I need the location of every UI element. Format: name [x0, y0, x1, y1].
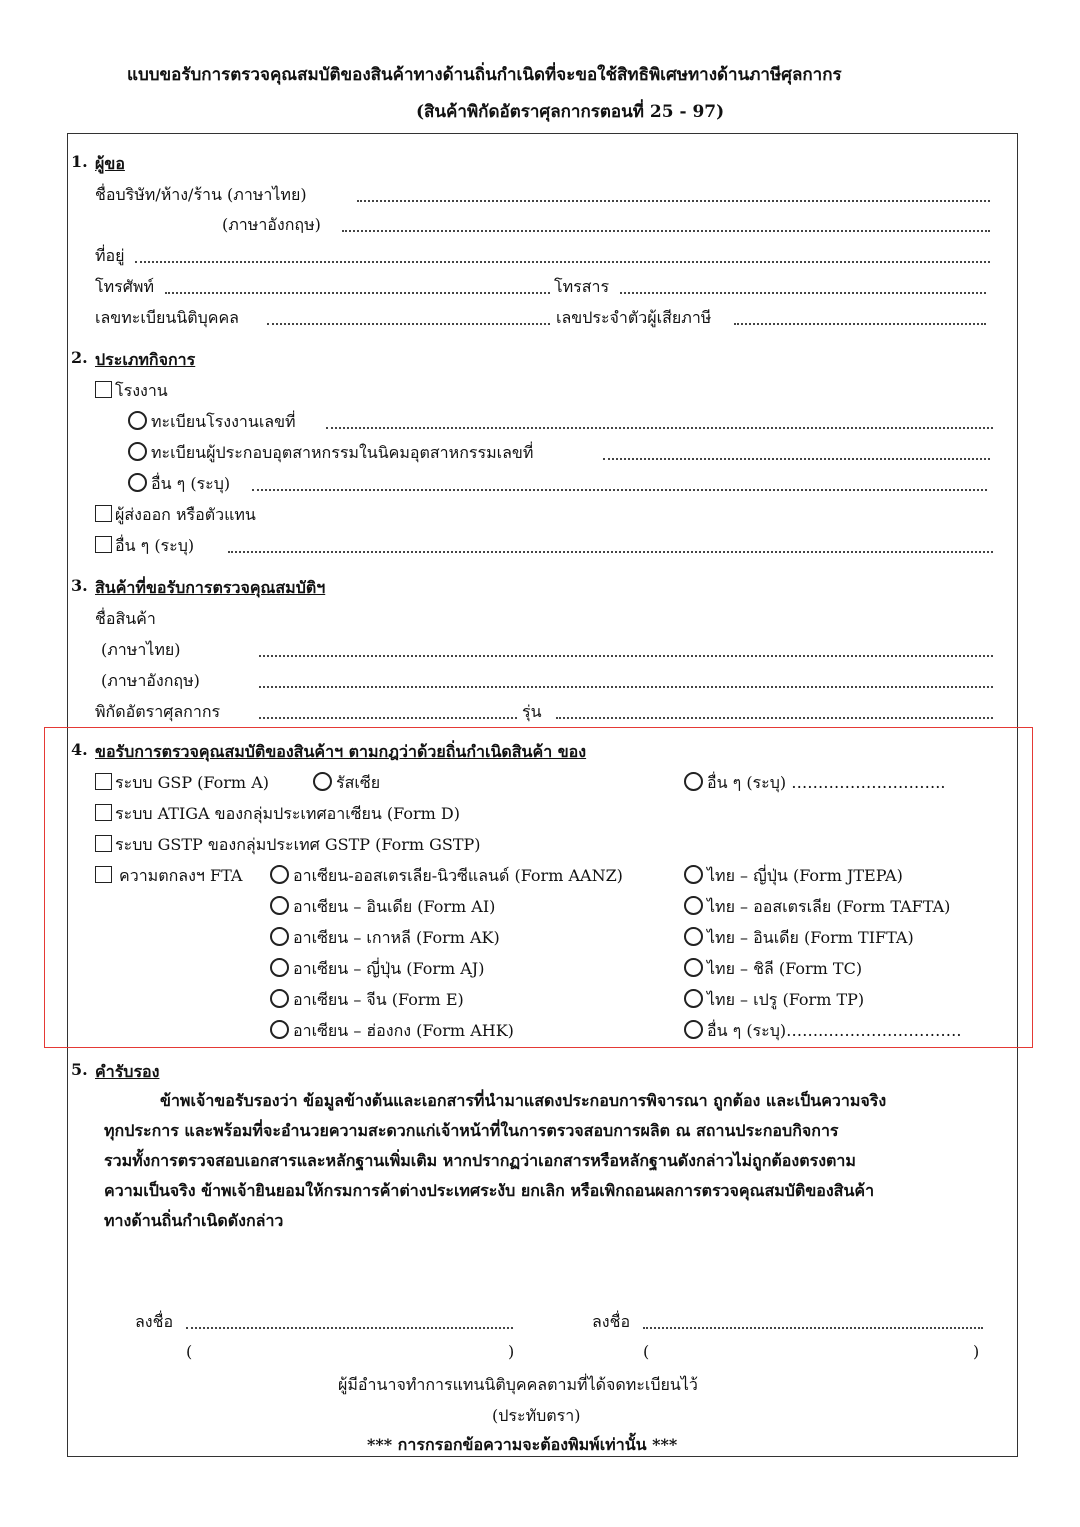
certification-line-4: ความเป็นจริง ข้าพเจ้ายินยอมให้กรมการค้าต่างประเทศระงับ ยกเลิก หรือเพิกถอนผลการตรวจคุณสมบัติของสินค้า — [104, 1181, 875, 1200]
section2-number: 2. — [71, 348, 88, 367]
section2-heading: ประเภทกิจการ — [95, 350, 196, 369]
product-th-field[interactable] — [259, 655, 993, 657]
phone-label: โทรศัพท์ — [95, 277, 154, 296]
model-field[interactable] — [556, 717, 993, 719]
fax-label: โทรสาร — [554, 277, 610, 296]
hs-code-label: พิกัดอัตราศุลกากร — [95, 702, 221, 721]
section3-number: 3. — [71, 576, 88, 595]
factory-label: โรงงาน — [115, 381, 168, 400]
form-title: แบบขอรับการตรวจคุณสมบัติของสินค้าทางด้านถิ่นกำเนิดที่จะขอใช้สิทธิพิเศษทางด้านภาษีศุลกากร — [127, 65, 842, 85]
estate-reg-field[interactable] — [603, 458, 990, 460]
fta-right-radio[interactable] — [684, 896, 703, 915]
tax-id-field[interactable] — [734, 323, 986, 325]
fta-left-radio[interactable] — [270, 958, 289, 977]
fta-right-label: ไทย – ญี่ปุ่น (Form JTEPA) — [707, 866, 903, 885]
fta-right-label: อื่น ๆ (ระบุ)……..……………………. — [707, 1021, 962, 1040]
factory-other-radio[interactable] — [128, 473, 147, 492]
fta-left-radio[interactable] — [270, 865, 289, 884]
section1-number: 1. — [71, 152, 88, 171]
fta-right-label: ไทย – ชิลี (Form TC) — [707, 959, 863, 978]
company-en-field[interactable] — [342, 230, 990, 232]
other-top-option[interactable] — [684, 771, 945, 796]
name-paren-close-left: ) — [508, 1342, 515, 1361]
name-paren-open-right: ( — [643, 1342, 650, 1361]
certification-line-2: ทุกประการ และพร้อมที่จะอำนวยความสะดวกแก่เจ้าหน้าที่ในการตรวจสอบการผลิต ณ สถานประกอบกิจการ — [104, 1121, 839, 1140]
name-paren-open-left: ( — [186, 1342, 193, 1361]
address-label: ที่อยู่ — [95, 246, 125, 265]
factory-reg-label: ทะเบียนโรงงานเลขที่ — [151, 412, 296, 431]
estate-reg-option[interactable] — [128, 441, 533, 466]
section5-heading: คำรับรอง — [95, 1062, 160, 1081]
product-th-label: (ภาษาไทย) — [101, 640, 181, 659]
factory-checkbox[interactable] — [95, 381, 112, 398]
fta-left-option[interactable] — [270, 864, 623, 889]
estate-reg-label: ทะเบียนผู้ประกอบอุตสาหกรรมในนิคมอุตสาหกรรมเลขที่ — [151, 443, 534, 462]
russia-radio[interactable] — [313, 772, 332, 791]
gsp-checkbox[interactable] — [95, 773, 112, 790]
other-top-radio[interactable] — [684, 772, 703, 791]
estate-reg-radio[interactable] — [128, 442, 147, 461]
form-subtitle: (สินค้าพิกัดอัตราศุลกากรตอนที่ 25 - 97) — [416, 102, 725, 122]
exporter-label: ผู้ส่งออก หรือตัวแทน — [115, 505, 256, 524]
fta-right-label: ไทย – ออสเตรเลีย (Form TAFTA) — [707, 897, 951, 916]
fta-option[interactable] — [95, 864, 242, 889]
tax-id-label: เลขประจำตัวผู้เสียภาษี — [556, 308, 712, 327]
fta-left-radio[interactable] — [270, 896, 289, 915]
signature-field-right[interactable] — [643, 1327, 983, 1329]
gstp-label: ระบบ GSTP ของกลุ่มประเทศ GSTP (Form GSTP) — [115, 835, 481, 854]
fta-right-option[interactable] — [684, 1019, 961, 1044]
gsp-label: ระบบ GSP (Form A) — [115, 773, 269, 792]
atiga-option[interactable] — [95, 802, 460, 827]
gsp-option[interactable] — [95, 771, 269, 796]
fta-checkbox[interactable] — [95, 866, 112, 883]
gstp-checkbox[interactable] — [95, 835, 112, 852]
fta-left-label: อาเซียน-ออสเตรเลีย-นิวซีแลนด์ (Form AANZ) — [293, 866, 623, 885]
fta-right-option[interactable] — [684, 926, 914, 951]
factory-option[interactable] — [95, 379, 168, 404]
name-paren-close-right: ) — [973, 1342, 980, 1361]
certification-line-5: ทางด้านถิ่นกำเนิดดังกล่าว — [104, 1211, 284, 1230]
fta-left-label: อาเซียน – อินเดีย (Form AI) — [293, 897, 496, 916]
section1-heading: ผู้ขอ — [95, 154, 125, 173]
fta-right-radio[interactable] — [684, 1020, 703, 1039]
factory-other-field[interactable] — [252, 489, 987, 491]
model-label: รุ่น — [522, 702, 542, 721]
exporter-option[interactable] — [95, 503, 256, 528]
certification-line-1: ข้าพเจ้าขอรับรองว่า ข้อมูลข้างต้นและเอกสารที่นำมาแสดงประกอบการพิจารณา ถูกต้อง และเป็นความจริง — [160, 1091, 887, 1110]
section4-number: 4. — [71, 740, 88, 759]
company-th-field[interactable] — [357, 200, 990, 202]
fta-right-label: ไทย – เปรู (Form TP) — [707, 990, 865, 1009]
business-other-field[interactable] — [228, 551, 993, 553]
fta-left-label: อาเซียน – ฮ่องกง (Form AHK) — [293, 1021, 514, 1040]
signature-label-left: ลงชื่อ — [135, 1312, 174, 1331]
fta-left-label: อาเซียน – จีน (Form E) — [293, 990, 464, 1009]
signature-field-left[interactable] — [186, 1327, 513, 1329]
company-th-label: ชื่อบริษัท/ห้าง/ร้าน (ภาษาไทย) — [95, 185, 307, 204]
other-top-label: อื่น ๆ (ระบุ) ……………………….. — [707, 773, 946, 792]
gstp-option[interactable] — [95, 833, 481, 858]
fta-left-option[interactable] — [270, 1019, 514, 1044]
factory-other-option[interactable] — [128, 472, 230, 497]
fta-left-option[interactable] — [270, 988, 464, 1013]
fta-right-option[interactable] — [684, 895, 950, 920]
product-en-label: (ภาษาอังกฤษ) — [101, 671, 200, 690]
fta-right-radio[interactable] — [684, 958, 703, 977]
fta-right-option[interactable] — [684, 988, 864, 1013]
section3-heading: สินค้าที่ขอรับการตรวจคุณสมบัติฯ — [95, 578, 326, 597]
fta-label: ความตกลงฯ FTA — [119, 866, 243, 885]
fta-right-radio[interactable] — [684, 989, 703, 1008]
fta-left-label: อาเซียน – ญี่ปุ่น (Form AJ) — [293, 959, 485, 978]
factory-reg-radio[interactable] — [128, 411, 147, 430]
stamp-text: (ประทับตรา) — [492, 1406, 581, 1425]
company-en-label: (ภาษาอังกฤษ) — [222, 215, 321, 234]
reg-no-field[interactable] — [267, 323, 550, 325]
factory-other-label: อื่น ๆ (ระบุ) — [151, 474, 231, 493]
factory-reg-option[interactable] — [128, 410, 296, 435]
address-field[interactable] — [135, 261, 990, 263]
business-other-option[interactable] — [95, 534, 194, 559]
fta-right-option[interactable] — [684, 957, 862, 982]
hs-code-field[interactable] — [259, 717, 517, 719]
fta-left-option[interactable] — [270, 926, 500, 951]
product-en-field[interactable] — [259, 686, 993, 688]
authority-text: ผู้มีอำนาจทำการแทนนิติบุคคลตามที่ได้จดทะเบียนไว้ — [338, 1375, 698, 1394]
certification-line-3: รวมทั้งการตรวจสอบเอกสารและหลักฐานเพิ่มเติม หากปรากฏว่าเอกสารหรือหลักฐานดังกล่าวไม่ถูกต้องตรงตาม — [104, 1151, 856, 1170]
fta-left-option[interactable] — [270, 957, 484, 982]
fta-right-radio[interactable] — [684, 865, 703, 884]
business-other-label: อื่น ๆ (ระบุ) — [115, 536, 195, 555]
atiga-checkbox[interactable] — [95, 804, 112, 821]
fta-right-option[interactable] — [684, 864, 903, 889]
fta-left-label: อาเซียน – เกาหลี (Form AK) — [293, 928, 500, 947]
exporter-checkbox[interactable] — [95, 505, 112, 522]
atiga-label: ระบบ ATIGA ของกลุ่มประเทศอาเซียน (Form D) — [115, 804, 460, 823]
fta-left-radio[interactable] — [270, 1020, 289, 1039]
section4-heading: ขอรับการตรวจคุณสมบัติของสินค้าฯ ตามกฎว่าด้วยถิ่นกำเนิดสินค้า ของ — [95, 742, 587, 761]
business-other-checkbox[interactable] — [95, 536, 112, 553]
section5-number: 5. — [71, 1060, 88, 1079]
typing-note: *** การกรอกข้อความจะต้องพิมพ์เท่านั้น *** — [367, 1435, 678, 1454]
factory-reg-field[interactable] — [326, 427, 993, 429]
fta-left-radio[interactable] — [270, 927, 289, 946]
fax-field[interactable] — [620, 292, 986, 294]
russia-option[interactable] — [313, 771, 380, 796]
fta-right-radio[interactable] — [684, 927, 703, 946]
russia-label: รัสเซีย — [336, 773, 381, 792]
fta-left-radio[interactable] — [270, 989, 289, 1008]
signature-label-right: ลงชื่อ — [592, 1312, 631, 1331]
fta-right-label: ไทย – อินเดีย (Form TIFTA) — [707, 928, 914, 947]
phone-field[interactable] — [165, 292, 550, 294]
product-name-label: ชื่อสินค้า — [95, 609, 156, 628]
reg-no-label: เลขทะเบียนนิติบุคคล — [95, 308, 239, 327]
fta-left-option[interactable] — [270, 895, 495, 920]
